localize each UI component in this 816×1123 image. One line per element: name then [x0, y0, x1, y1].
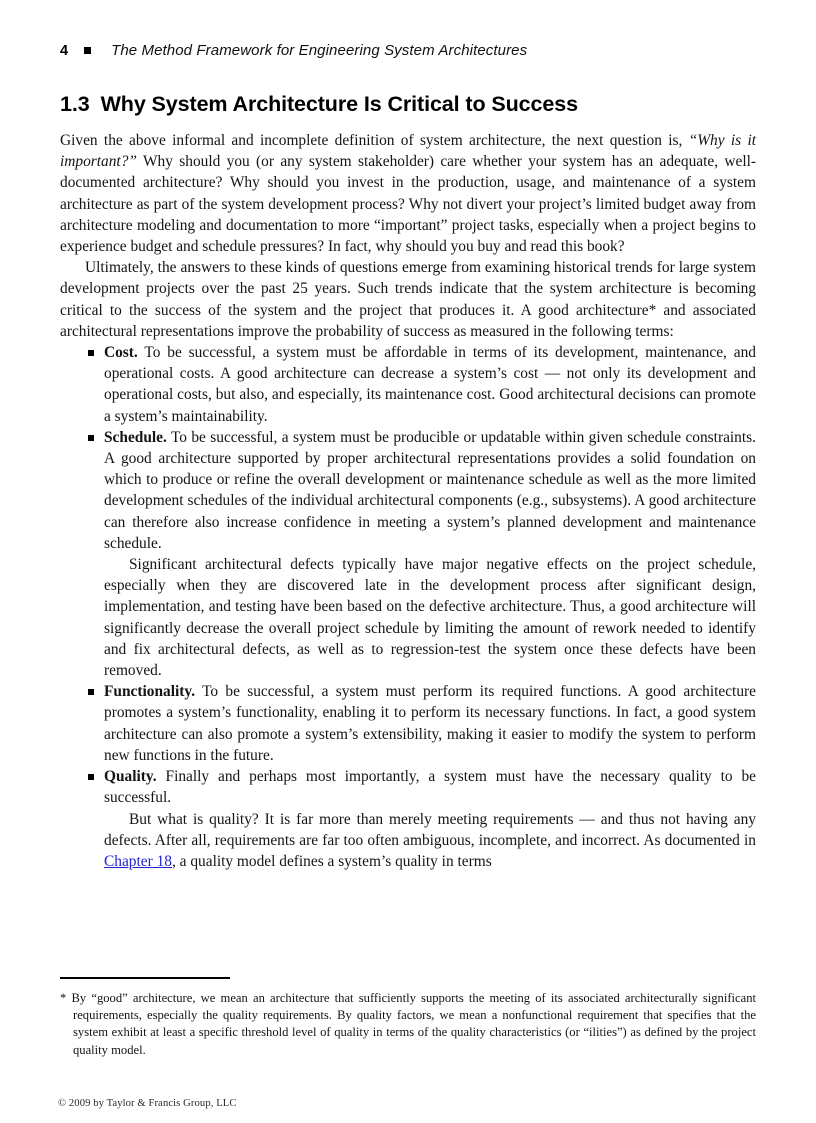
list-item-subparagraph: Significant architectural defects typically have major negative effects on the project schedule, especially when they are discovered late in the development process after significant design, implementation, and testing have been based on the defective architecture. Thus, a good architecture will significantly decrease the overall project schedule by limiting the amount of rework needed to identify and fix architectural defects, as well as to regression-test the system once these defects have been removed. [104, 556, 756, 680]
intro-italic-question: “Why is it important?” [60, 132, 756, 171]
footnote-text: By “good” architecture, we mean an architecture that sufficiently supports the meeting of its associated architecturally significant requirements, especially the quality requirements. By quality factors, we mean a nonfunctional requirement that specifies that the system exhibit at least a specific threshold level of quality in terms of the quality characteristics (or “ilities”) as defined by the project quality model. [66, 991, 756, 1057]
list-item-text: To be successful, a system must be producible or updatable within given schedule constraints. A good architecture supported by proper architectural representations provides a solid foundation on which to produce or refine the overall development or maintenance schedule as well as the more limited development schedules of the individual architectural components (e.g., subsystems). A good architecture can therefore also increase confidence in meeting a system’s planned development and maintenance schedule. [104, 428, 756, 552]
square-bullet-icon [88, 350, 94, 356]
footnote [60, 990, 756, 1059]
quality-text-after-xref: , a quality model defines a system’s quality in terms [171, 852, 492, 870]
chapter-18-link[interactable]: Chapter 18 [104, 852, 172, 870]
square-bullet-icon [88, 435, 94, 441]
list-item-schedule [60, 427, 756, 681]
square-bullet-icon [88, 774, 94, 780]
square-bullet-icon [84, 47, 91, 54]
copyright-notice: © 2009 by Taylor & Francis Group, LLC [58, 1098, 237, 1109]
section-title: Why System Architecture Is Critical to Success [100, 92, 578, 116]
section-heading [60, 92, 578, 117]
paragraph-trends: Ultimately, the answers to these kinds of questions emerge from examining historical trends for large system development projects over the past 25 years. Such trends indicate that the system architecture is becoming critical to the success of the system and the project that produces it. A good architecture* and associated architectural representations improve the probability of success as measured in the following terms: [60, 259, 756, 340]
paragraph-intro [60, 130, 756, 257]
body-column [60, 130, 756, 872]
page-number: 4 [60, 43, 69, 59]
list-item-text: To be successful, a system must perform its required functions. A good architecture promotes a system’s functionality, enabling it to perform its necessary functions. In fact, a good system architecture can also promote a system’s extensibility, making it easier to modify the system to perform new functions in the future. [104, 683, 756, 764]
success-terms-list [60, 342, 756, 872]
list-item-quality [60, 766, 756, 872]
list-item-lead: Quality. [104, 768, 157, 786]
list-item-text: To be successful, a system must be affordable in terms of its development, maintenance, and operational costs. A good architecture can decrease a system’s cost — not only its development and operational costs, but also, and especially, its maintenance cost. Good architectural decisions can promote a system’s maintainability. [104, 344, 756, 425]
list-item-cost [60, 342, 756, 427]
square-bullet-icon [88, 689, 94, 695]
running-head [60, 42, 760, 59]
list-item-text: Finally and perhaps most importantly, a system must have the necessary quality to be successful. [104, 768, 756, 807]
intro-text-after-quote: Why should you (or any system stakeholder) care whether your system has an adequate, well-documented architecture? Why should you invest in the production, usage, and maintenance of a system architecture as part of the system development process? Why not divert your project’s limited budget away from architecture modeling and documentation to more “important” project tasks, especially when a project begins to experience budget and schedule pressures? In fact, why should you buy and read this book? [60, 153, 756, 256]
footnote-separator-rule [60, 977, 230, 979]
list-item-lead: Cost. [104, 344, 138, 362]
quality-subparagraph [104, 809, 756, 873]
quality-text-before-xref: But what is quality? It is far more than merely meeting requirements — and thus not having any defects. After all, requirements are far too often ambiguous, incomplete, and incorrect. As documented in [104, 810, 756, 849]
footnote-marker: * [60, 991, 67, 1005]
section-number: 1.3 [60, 92, 90, 116]
intro-text-before-quote: Given the above informal and incomplete definition of system architecture, the next question is, [60, 132, 689, 149]
footnote-body [60, 990, 756, 1059]
book-title: The Method Framework for Engineering System Architectures [111, 42, 528, 59]
list-item-lead: Schedule. [104, 428, 167, 446]
list-item-functionality [60, 681, 756, 766]
list-item-lead: Functionality. [104, 683, 196, 701]
